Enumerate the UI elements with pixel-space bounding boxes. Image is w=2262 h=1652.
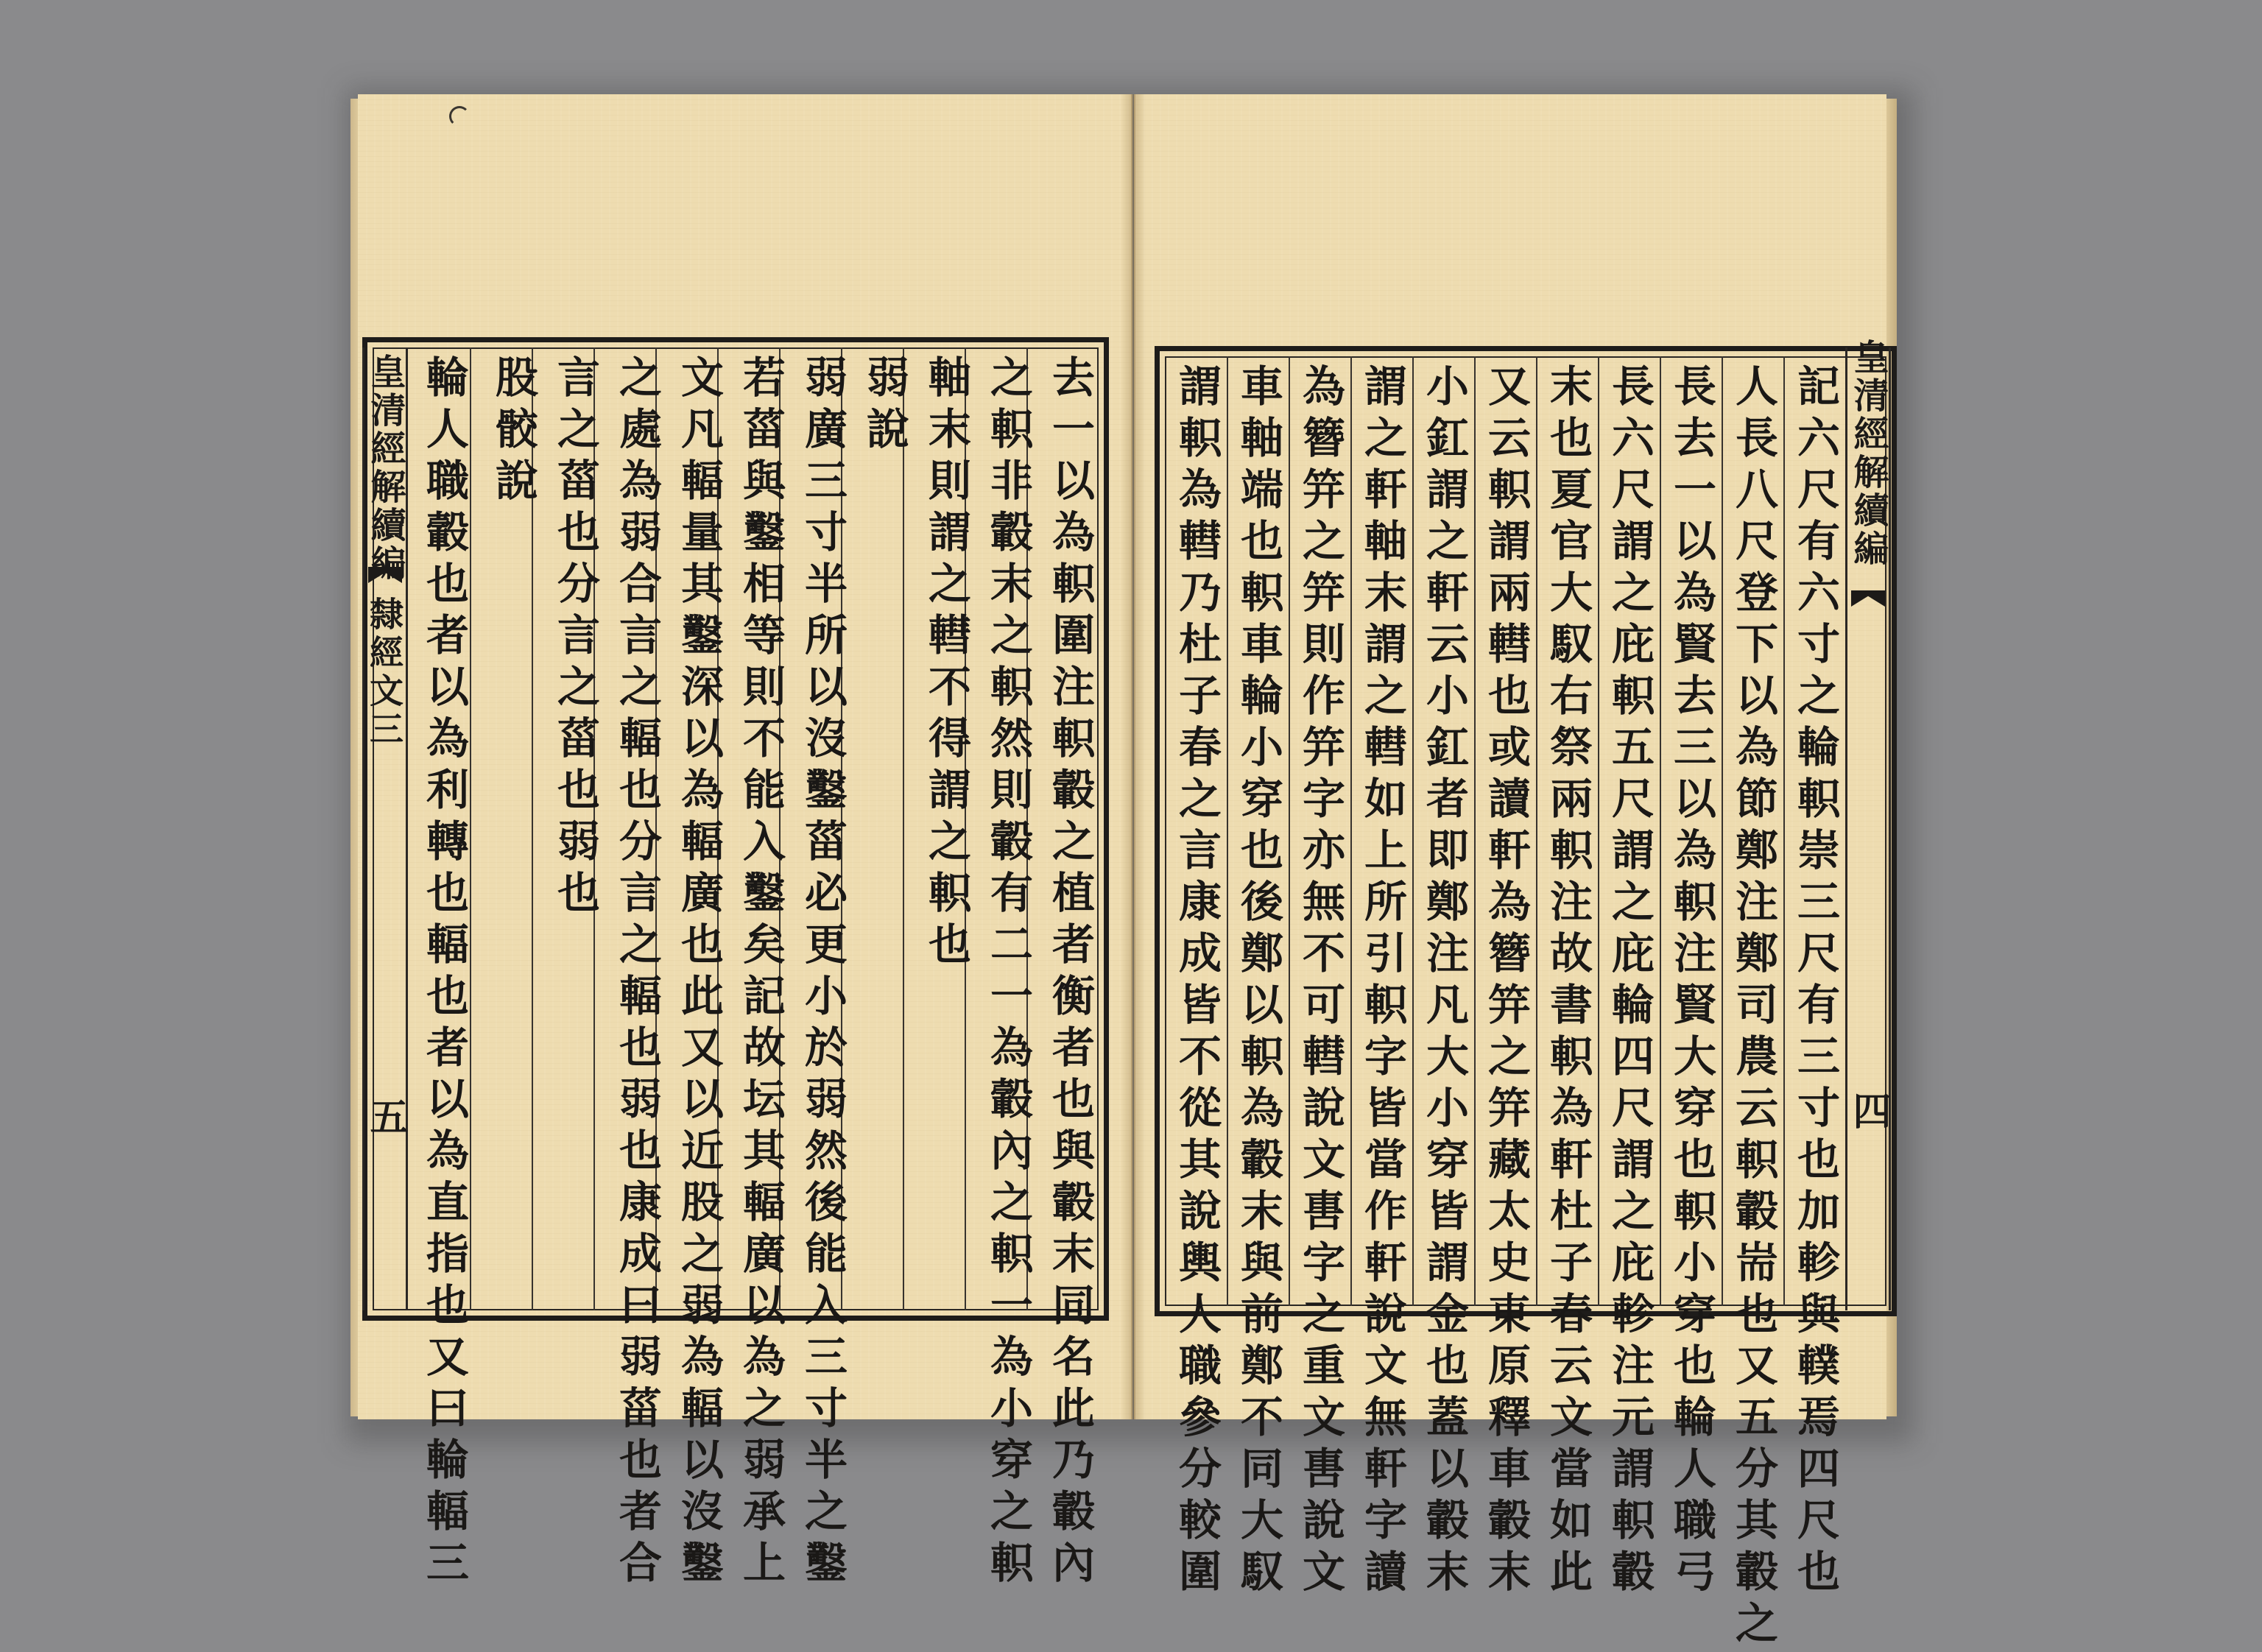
show-through-text	[925, 736, 978, 786]
text-column: 又云軹謂兩轊也或讀軒為簪笄之笄藏太史東原釋車轂末	[1481, 364, 1531, 1600]
text-column: 之處為弱合言之輻也分言之輻也弱也康成曰弱菑也者合	[612, 355, 662, 1592]
text-column: 輪人職轂也者以為利轉也輻也者以為直指也又曰輪輻三	[419, 355, 469, 1592]
column-rule	[1412, 356, 1414, 1306]
column-rule	[1660, 356, 1661, 1306]
column-rule	[1474, 356, 1476, 1306]
text-column: 為簪笄之笄則作笄字亦無不可轊說文軎字之重文軎說文	[1295, 364, 1345, 1600]
text-column: 謂之軒軸末謂之轊如上所引軹字皆當作軒說文無軒字讀	[1357, 364, 1407, 1600]
right-page-number: 四	[1846, 1091, 1891, 1129]
text-column: 股骹說	[488, 355, 538, 509]
text-column: 末也夏官大馭右祭兩軹注故書軹為軒杜子春云文當如此	[1543, 364, 1593, 1600]
right-band-title: 皇清經解續編	[1847, 339, 1889, 568]
column-rule	[1722, 356, 1723, 1306]
text-column: 謂軹為轊乃杜子春之言康成皆不從其說輿人職參分較圍	[1171, 364, 1222, 1600]
column-rule	[470, 347, 471, 1310]
column-rule	[1598, 356, 1599, 1306]
column-rule	[1783, 356, 1785, 1306]
text-column: 若菑與鑿相等則不能入鑿矣記故坛其輻廣以為之弱承上	[736, 355, 786, 1592]
pen-mark	[449, 106, 470, 127]
text-column: 記六尺有六寸之輪軹崇三尺有三寸也加軫與轐焉四尺也	[1790, 364, 1840, 1600]
column-rule	[1227, 356, 1228, 1306]
fishtail-mark	[1851, 590, 1885, 607]
left-band-subtitle: 隸經文三	[364, 596, 404, 749]
left-center-band	[362, 347, 408, 1310]
text-column: 言之菑也分言之菑也弱也	[550, 355, 600, 922]
text-column: 人長八尺登下以為節鄭注鄭司農云軹轂耑也又五分其轂之	[1728, 364, 1778, 1652]
column-rule	[1350, 356, 1352, 1306]
book-gutter	[1121, 94, 1146, 1419]
text-column: 文凡輻量其鑿深以為輻廣也此又以近股之弱為輻以沒鑿	[674, 355, 724, 1592]
text-column: 長六尺謂之庇軹五尺謂之庇輪四尺謂之庇軫注元謂軹轂	[1604, 364, 1655, 1600]
column-rule	[1289, 356, 1290, 1306]
text-column: 長去一以為賢去三以為軹注賢大穿也軹小穿也輪人職弓	[1666, 364, 1716, 1600]
right-center-band	[1845, 339, 1891, 1310]
text-column: 弱廣三寸半所以沒鑿菑必更小於弱然後能入三寸半之鑿	[797, 355, 848, 1592]
text-column: 軸末則謂之轊不得謂之軹也	[921, 355, 971, 973]
text-column: 去一以為軹圍注軹轂之植者衡者也與轂末同名此乃轂內	[1045, 355, 1095, 1592]
text-column: 小釭謂之軒云小釭者即鄭注凡大小穿皆謂金也蓋以轂末	[1419, 364, 1469, 1600]
text-column: 車軸端也軹車輪小穿也後鄭以軹為轂末與前鄭不同大馭	[1233, 364, 1283, 1600]
text-column: 之軹非轂末之軹然則轂有二一為轂內之軹一為小穿之軹	[983, 355, 1033, 1592]
left-page-number: 五	[363, 1097, 408, 1135]
text-column: 弱說	[859, 355, 909, 458]
column-rule	[903, 347, 904, 1310]
column-rule	[1536, 356, 1537, 1306]
left-band-title: 皇清經解續編	[364, 353, 406, 583]
